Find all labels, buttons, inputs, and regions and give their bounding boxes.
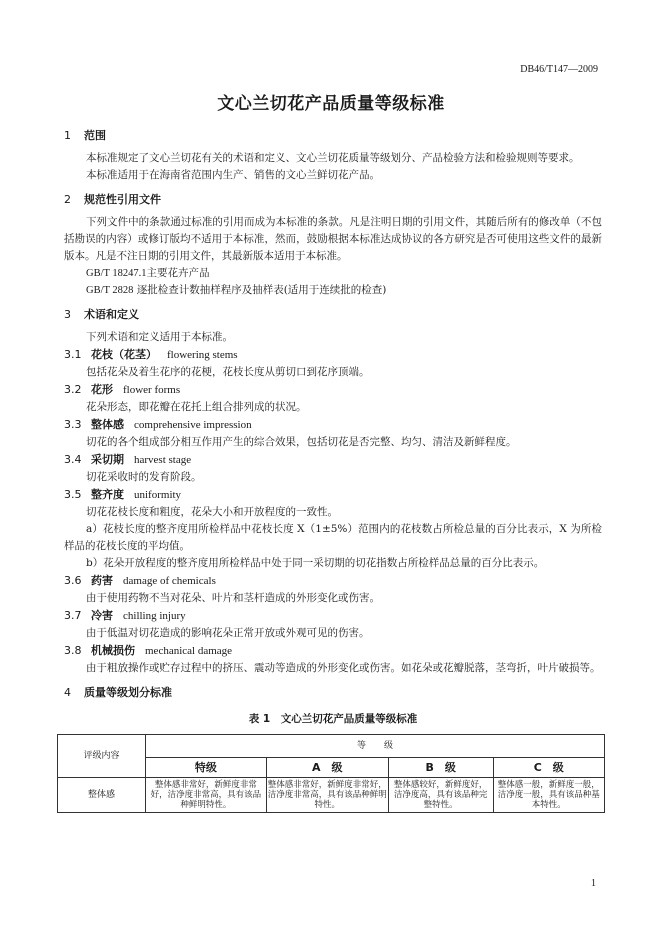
paragraph: 下列术语和定义适用于本标准。 (86, 331, 233, 343)
reference-name: 主要花卉产品 (146, 267, 210, 279)
section-number: 2 (64, 193, 71, 206)
term-number: 3.2 (64, 383, 82, 396)
term-number: 3.3 (64, 418, 82, 431)
paragraph: 本标准规定了文心兰切花有关的术语和定义、文心兰切花质量等级划分、产品检验方法和检验规则等要求。 (86, 152, 580, 164)
section-title: 规范性引用文件 (84, 193, 161, 206)
document-code: DB46/T147—2009 (520, 64, 598, 75)
table-cell: 整体感一般，新鲜度一般，洁净度一般，具有该品种基本特性。 (493, 778, 604, 813)
term-en: harvest stage (134, 454, 192, 466)
term-heading (64, 642, 602, 660)
section-heading-2 (64, 191, 602, 208)
grade-header-cell: B 级 (388, 758, 493, 778)
term-definition: 包括花朵及着生花序的花梗，花枝长度从剪切口到花序顶端。 (86, 366, 370, 378)
reference-code: GB/T 2828 (86, 285, 134, 296)
term-cn: 整齐度 (91, 488, 124, 501)
uniformity-note-b: b）花朵开放程度的整齐度用所检样品中处于同一采切期的切花指数占所检样品总量的百分比表示。 (86, 557, 545, 569)
grade-header-cell: A 级 (266, 758, 388, 778)
uniformity-note-a: a）花枝长度的整齐度用所检样品中花枝长度 X（1±5%）范围内的花枝数占所检总量的百分比表示，X 为所检样品的花枝长度的平均值。 (64, 523, 602, 552)
row-header-cell: 评级内容 (58, 735, 146, 778)
table-header-row (58, 735, 605, 758)
term-number: 3.1 (64, 348, 82, 361)
term-en: flowering stems (167, 349, 238, 361)
section-title: 范围 (84, 129, 106, 142)
term-cn: 花形 (91, 383, 113, 396)
reference-item (64, 282, 602, 299)
group-header-cell: 等 级 (146, 735, 605, 758)
term-heading (64, 486, 602, 504)
term-cn: 花枝（花茎） (91, 348, 157, 361)
table-cell: 整体感非常好，新鲜度非常好，洁净度非常高，具有该品种鲜明特性。 (266, 778, 388, 813)
reference-name: 逐批检查计数抽样程序及抽样表(适用于连续批的检查) (136, 284, 387, 296)
term-heading (64, 381, 602, 399)
term-heading (64, 607, 602, 625)
term-cn: 冷害 (91, 609, 113, 622)
term-definition: 由于使用药物不当对花朵、叶片和茎杆造成的外形变化或伤害。 (86, 592, 380, 604)
term-number: 3.6 (64, 574, 82, 587)
grade-table (57, 734, 605, 813)
term-definition: 花朵形态，即花瓣在花托上组合排列成的状况。 (86, 401, 307, 413)
term-en: mechanical damage (145, 645, 233, 657)
grade-header-cell: 特级 (146, 758, 267, 778)
paragraph: 本标准适用于在海南省范围内生产、销售的文心兰鲜切花产品。 (86, 169, 380, 181)
table-row (58, 778, 605, 813)
term-heading (64, 346, 602, 364)
term-heading (64, 451, 602, 469)
table-caption: 表 1 文心兰切花产品质量等级标准 (248, 713, 418, 725)
paragraph: 下列文件中的条款通过标准的引用而成为本标准的条款。凡是注明日期的引用文件，其随后所有的修改单（不包括勘误的内容）或修订版均不适用于本标准，然而，鼓励根据本标准达成协议的各方研究是否可使用这些文件的最新版本。凡是不注日期的引用文件，其最新版本适用于本标准。 (64, 216, 602, 262)
term-heading (64, 572, 602, 590)
term-number: 3.7 (64, 609, 82, 622)
term-number: 3.8 (64, 644, 82, 657)
document-body (64, 120, 602, 813)
reference-code: GB/T 18247.1 (86, 268, 147, 279)
section-heading-1 (64, 127, 602, 144)
term-en: damage of chemicals (123, 575, 216, 587)
table-cell: 整体感非常好，新鲜度非常好，洁净度非常高，具有该品种鲜明特性。 (146, 778, 267, 813)
section-title: 术语和定义 (84, 308, 139, 321)
term-cn: 机械损伤 (91, 644, 135, 657)
term-en: uniformity (134, 489, 182, 501)
grade-header-cell: C 级 (493, 758, 604, 778)
term-en: chilling injury (123, 610, 186, 622)
term-en: comprehensive impression (134, 419, 252, 431)
section-number: 3 (64, 308, 71, 321)
term-definition: 切花花枝长度和粗度，花朵大小和开放程度的一致性。 (86, 506, 338, 518)
reference-item (64, 265, 602, 282)
term-cn: 药害 (91, 574, 113, 587)
term-number: 3.4 (64, 453, 82, 466)
term-definition: 切花采收时的发育阶段。 (86, 471, 202, 483)
term-cn: 整体感 (91, 418, 124, 431)
term-heading (64, 416, 602, 434)
term-cn: 采切期 (91, 453, 124, 466)
section-heading-4 (64, 684, 602, 701)
row-label-cell: 整体感 (58, 778, 146, 813)
term-definition: 由于粗放操作或贮存过程中的挤压、震动等造成的外形变化或伤害。如花朵或花瓣脱落，茎弯折，叶片破损等。 (86, 662, 601, 674)
term-en: flower forms (123, 384, 181, 396)
document-title: 文心兰切花产品质量等级标准 (217, 94, 445, 114)
section-number: 1 (64, 129, 71, 142)
section-heading-3 (64, 306, 602, 323)
term-number: 3.5 (64, 488, 82, 501)
term-definition: 切花的各个组成部分相互作用产生的综合效果，包括切花是否完整、均匀、清洁及新鲜程度。 (86, 436, 517, 448)
section-title: 质量等级划分标准 (84, 686, 172, 699)
page-number: 1 (591, 878, 596, 889)
table-cell: 整体感较好，新鲜度好，洁净度高，具有该品种完整特性。 (388, 778, 493, 813)
term-definition: 由于低温对切花造成的影响花朵正常开放或外观可见的伤害。 (86, 627, 370, 639)
section-number: 4 (64, 686, 71, 699)
